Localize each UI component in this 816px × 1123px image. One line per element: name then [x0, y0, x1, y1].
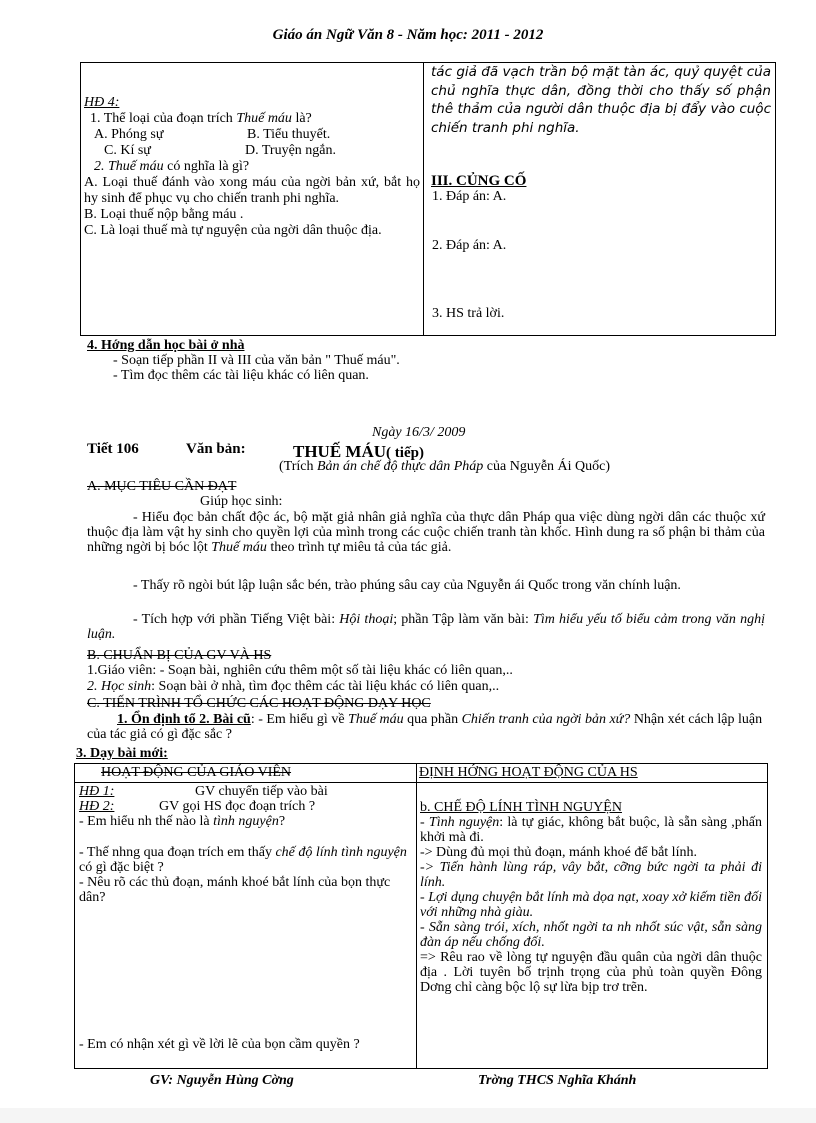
conclusion-paragraph: tác giả đã vạch trần bộ mặt tàn ác, quỷ quyệt của chủ nghĩa thực dân, đồng thời cho thấy số phận thê thảm của người dân thuộc địa bị đẩy vào cuộc chiến tranh phi nghĩa. [431, 64, 771, 136]
hd2-row [79, 799, 413, 814]
answer-extortion: - Lợi dụng chuyện bắt lính mà dọa nạt, xoay xở kiếm tiền đối với những nhà giàu. [420, 890, 762, 920]
column-divider [416, 764, 417, 1068]
hd1-row [79, 784, 413, 799]
question-words: - Em có nhận xét gì về lời lẽ của bọn cầm quyền ? [79, 1037, 360, 1052]
lesson-source: (Trích Bản án chế độ thực dân Pháp của Nguyễn Ái Quốc) [279, 459, 611, 474]
answer-definition: - Tình nguyện: là tự giác, không bắt buộc, là sẵn sàng ,phấn khởi mà đi. [420, 815, 762, 845]
answer-3: 3. HS trả lời. [432, 306, 505, 321]
homework-line-2: - Tìm đọc thêm các tài liệu khác có liên quan. [113, 368, 369, 383]
question-tinh-nguyen: - Em hiểu nh thế nào là tình nguyện? [79, 814, 286, 829]
lesson-title: THUẾ MÁU( tiếp) [293, 442, 424, 461]
hd2-label: HĐ 2: [79, 799, 115, 814]
lesson-period: Tiết 106 [87, 441, 139, 457]
answer-c: C. Là loại thuế mà tự nguyện của ngời dân thuộc địa. [84, 223, 382, 238]
option-d: D. Truyện ngắn. [245, 143, 337, 158]
teacher-column [79, 784, 413, 1052]
options-row-2 [84, 143, 420, 159]
prep-teacher: 1.Giáo viên: - Soạn bài, nghiên cứu thêm một số tài liệu khác có liên quan,.. [87, 663, 513, 678]
activity-table-1 [80, 62, 776, 336]
section-b-volunteer-heading: b. CHẾ ĐỘ LÍNH TÌNH NGUYỆN [420, 800, 622, 815]
section-iii-heading: III. CỦNG CỐ [431, 173, 527, 189]
footer-school: Trờng THCS Nghĩa Khánh [478, 1073, 637, 1088]
option-b: B. Tiểu thuyết. [247, 127, 331, 142]
lesson-label: Văn bản: [186, 441, 246, 457]
homework-title: 4. Hớng dẫn học bài ở nhà [87, 338, 245, 353]
option-a: A. Phóng sự [94, 127, 164, 142]
col-header-teacher: HOẠT ĐỘNG CỦA GIÁO VIÊN [101, 765, 292, 780]
footer-teacher: GV: Nguyễn Hùng Cờng [150, 1073, 294, 1088]
hd2-text: GV gọi HS đọc đoạn trích ? [159, 799, 316, 814]
question-2: 2. Thuế máu có nghĩa là gì? [94, 159, 250, 174]
question-methods: - Nêu rõ các thủ đoạn, mánh khoé bắt lính của bọn thực dân? [79, 875, 391, 905]
prep-student: 2. Học sinh: Soạn bài ở nhà, tìm đọc thêm các tài liệu khác có liên quan,.. [87, 679, 500, 694]
answer-1: 1. Đáp án: A. [432, 189, 507, 204]
hd1-label: HĐ 1: [79, 784, 115, 799]
objective-3: - Tích hợp với phần Tiếng Việt bài: Hội thoại; phần Tập làm văn bài: Tìm hiểu yếu tố biểu cảm trong văn nghị luận. [87, 612, 765, 642]
left-column [84, 95, 420, 239]
column-divider [423, 63, 424, 335]
answer-means: -> Dùng đủ mọi thủ đoạn, mánh khoé để bắt lính. [420, 845, 697, 860]
options-row-1 [84, 127, 420, 143]
section-a-heading: A. MỤC TIÊU CẦN ĐẠT [87, 479, 237, 494]
student-column [420, 800, 762, 995]
homework-line-1: - Soạn tiếp phần II và III của văn bản " Thuế máu". [113, 353, 400, 368]
bottom-margin-strip [0, 1108, 816, 1123]
question-special: - Thế nhng qua đoạn trích em thấy chế độ lính tình nguyện có gì đặc biệt ? [79, 845, 407, 875]
hd4-label: HĐ 4: [84, 95, 120, 110]
answer-a: A. Loại thuế đánh vào xong máu của ngời bản xứ, bắt họ hy sinh để phục vụ cho chiến tranh phi nghĩa. [84, 175, 420, 206]
objective-1: - Hiểu đọc bản chất độc ác, bộ mặt giả nhân giả nghĩa của thực dân Pháp qua việc dùng ngời dân các thuộc xứ thuộc địa làm vật hy sinh cho quyền lợi của mình trong các cuộc chiến tranh tàn khốc. Hình dung ra số phận bi thảm của những ngời bị bóc lột Thuế máu theo trình tự miêu tả của tác giả. [87, 510, 765, 555]
answer-repression: - Sẵn sàng trói, xích, nhốt ngời ta nh nhốt súc vật, sẵn sàng đàn áp nếu chống đối. [420, 920, 762, 950]
objective-2: - Thấy rõ ngòi bút lập luận sắc bén, trào phúng sâu cay của Nguyễn ái Quốc trong văn chính luận. [133, 578, 681, 593]
header-rule [75, 782, 767, 783]
activity-table-2 [74, 763, 768, 1069]
question-1: 1. Thể loại của đoạn trích Thuế máu là? [90, 111, 312, 126]
new-lesson-title: 3. Dạy bài mới: [76, 746, 168, 761]
answer-conclusion: => Rêu rao về lòng tự nguyện đầu quân của ngời dân thuộc địa . Lời tuyên bố trịnh trọng của phủ toàn quyền Đông Dơng chỉ càng bộc lộ sự lừa bịp trơ trẽn. [420, 950, 762, 995]
section-c-heading: C. TIẾN TRÌNH TỔ CHỨC CÁC HOẠT ĐỘNG DẠY HỌC [87, 696, 431, 711]
col-header-student: ĐỊNH HỚNG HOẠT ĐỘNG CỦA HS [419, 765, 638, 780]
answer-raids: -> Tiến hành lùng ráp, vây bắt, cỡng bức ngời ta phải đi lính. [420, 860, 762, 890]
old-lesson-question: 1. Ổn định tổ 2. Bài cũ: - Em hiểu gì về Thuế máu qua phần Chiến tranh của ngời bản xứ? Nhận xét cách lập luận của tác giả có gì đặc sắc ? [87, 712, 763, 742]
answer-b: B. Loại thuế nộp bằng máu . [84, 207, 244, 222]
page-header: Giáo án Ngữ Văn 8 - Năm học: 2011 - 2012 [272, 27, 544, 43]
section-a-sub: Giúp học sinh: [200, 494, 283, 509]
section-b-heading: B. CHUẨN BỊ CỦA GV VÀ HS [87, 648, 272, 663]
hd1-text: GV chuyển tiếp vào bài [195, 784, 328, 799]
option-c: C. Kí sự [104, 143, 151, 158]
answer-2: 2. Đáp án: A. [432, 238, 507, 253]
lesson-date: Ngày 16/3/ 2009 [372, 425, 466, 440]
